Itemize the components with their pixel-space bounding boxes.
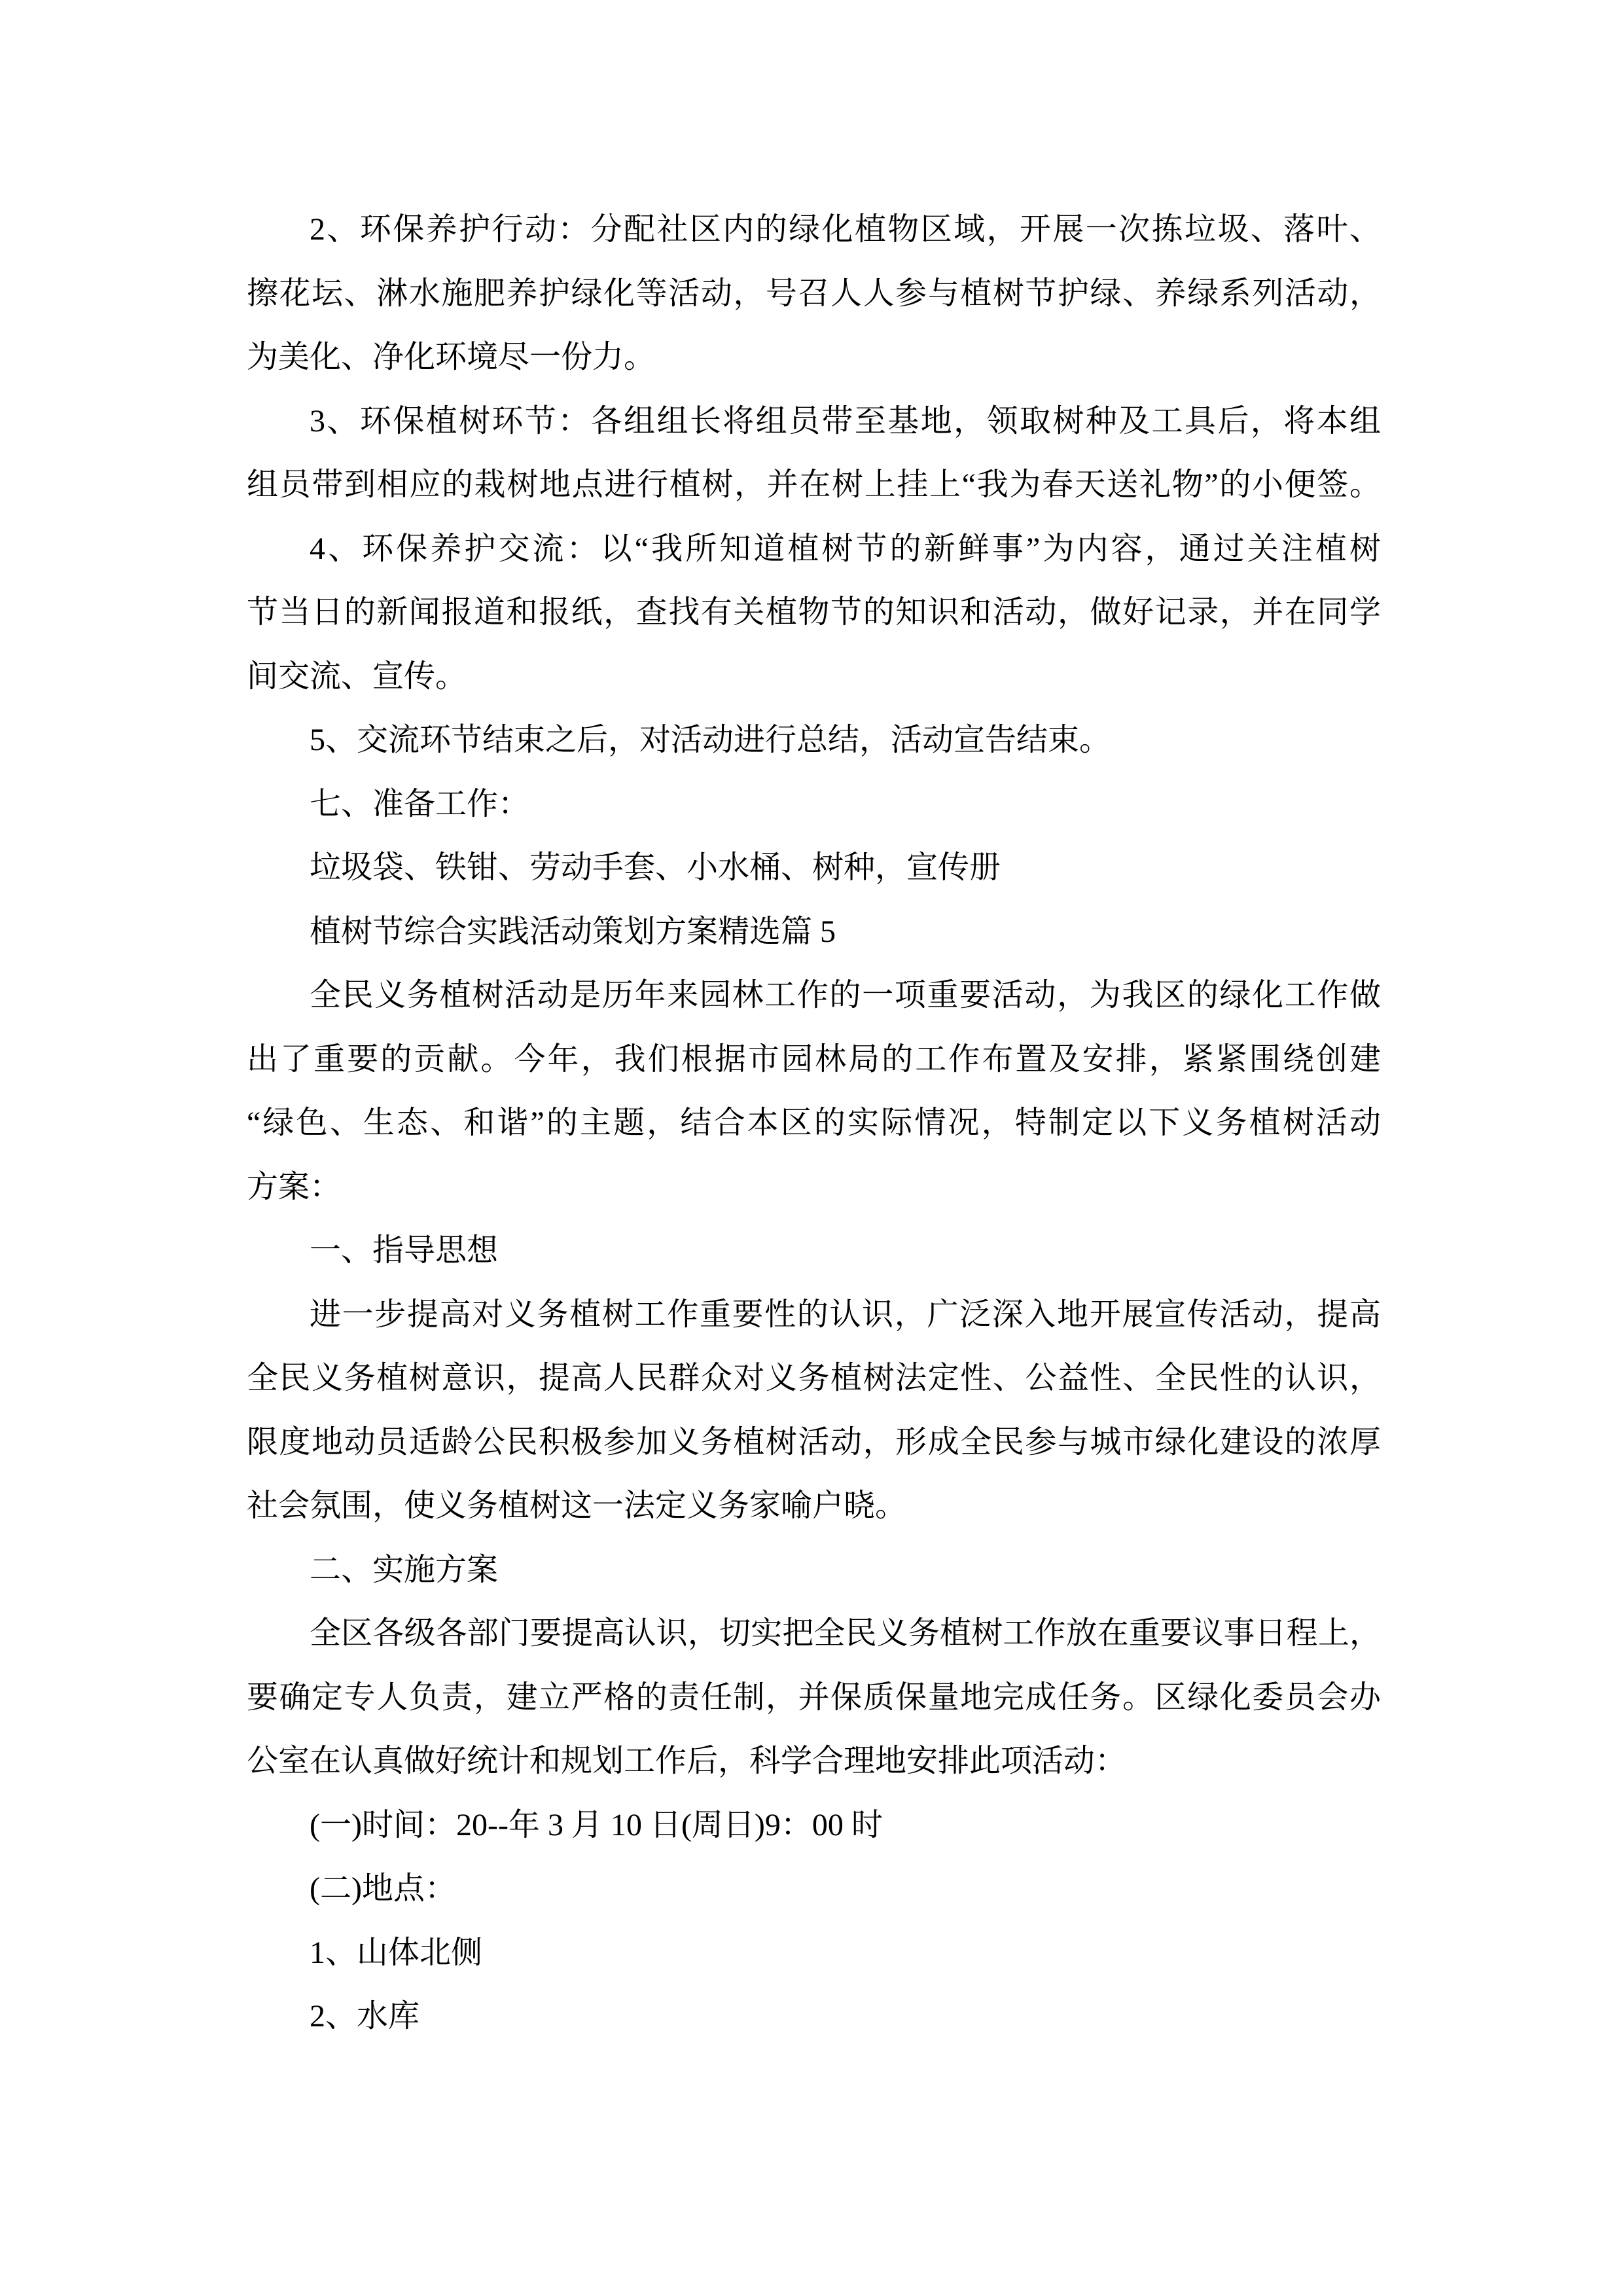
text-block (247, 198, 1381, 2049)
text-line: 5、交流环节结束之后，对活动进行总结，活动宣告结束。 (310, 723, 1111, 757)
text-line: 垃圾袋、铁钳、劳动手套、小水桶、树种，宣传册 (310, 850, 1001, 885)
text-line: 2、环保养护行动：分配社区内的绿化植物区域，开展一次拣垃圾、落叶、 (310, 212, 1381, 247)
text-line: 节当日的新闻报道和报纸，查找有关植物节的知识和活动，做好记录，并在同学 (247, 595, 1381, 630)
text-line: 3、环保植树环节：各组组长将组员带至基地，领取树种及工具后，将本组 (310, 403, 1381, 439)
text-line: 组员带到相应的栽树地点进行植树，并在树上挂上“我为春天送礼物”的小便签。 (247, 467, 1381, 502)
text-line: 间交流、宣传。 (247, 658, 467, 694)
text-line: 植树节综合实践活动策划方案精选篇 5 (310, 914, 836, 949)
text-line: 为美化、净化环境尽一份力。 (247, 340, 656, 374)
text-line: “绿色、生态、和谐”的主题，结合本区的实际情况，特制定以下义务植树活动 (247, 1105, 1381, 1140)
text-line: 一、指导思想 (310, 1233, 499, 1268)
text-line: 全民义务植树意识，提高人民群众对义务植树法定性、公益性、全民性的认识， (247, 1361, 1381, 1395)
text-line: 1、山体北侧 (310, 1935, 483, 1970)
text-line: 二、实施方案 (310, 1552, 499, 1587)
text-line: (一)时间：20--年 3 月 10 日(周日)9：00 时 (310, 1807, 883, 1842)
text-line: 七、准备工作： (310, 786, 530, 821)
text-line: 社会氛围，使义务植树这一法定义务家喻户晓。 (247, 1488, 907, 1523)
text-line: 公室在认真做好统计和规划工作后，科学合理地安排此项活动： (247, 1744, 1127, 1778)
text-line: 方案： (247, 1169, 342, 1204)
text-line: 4、环保养护交流：以“我所知道植树节的新鲜事”为内容，通过关注植树 (310, 531, 1381, 566)
text-line: 2、水库 (310, 1999, 420, 2034)
text-line: 全区各级各部门要提高认识，切实把全民义务植树工作放在重要议事日程上， (310, 1616, 1381, 1651)
text-line: 出了重要的贡献。今年，我们根据市园林局的工作布置及安排，紧紧围绕创建 (247, 1041, 1381, 1077)
text-line: (二)地点： (310, 1871, 456, 1906)
text-line: 全民义务植树活动是历年来园林工作的一项重要活动，为我区的绿化工作做 (310, 978, 1381, 1013)
text-line: 要确定专人负责，建立严格的责任制，并保质保量地完成任务。区绿化委员会办 (247, 1679, 1381, 1715)
text-line: 进一步提高对义务植树工作重要性的认识，广泛深入地开展宣传活动，提高 (310, 1297, 1381, 1332)
text-line: 擦花坛、淋水施肥养护绿化等活动，号召人人参与植树节护绿、养绿系列活动， (247, 276, 1381, 311)
text-line: 限度地动员适龄公民积极参加义务植树活动，形成全民参与城市绿化建设的浓厚 (247, 1424, 1381, 1460)
